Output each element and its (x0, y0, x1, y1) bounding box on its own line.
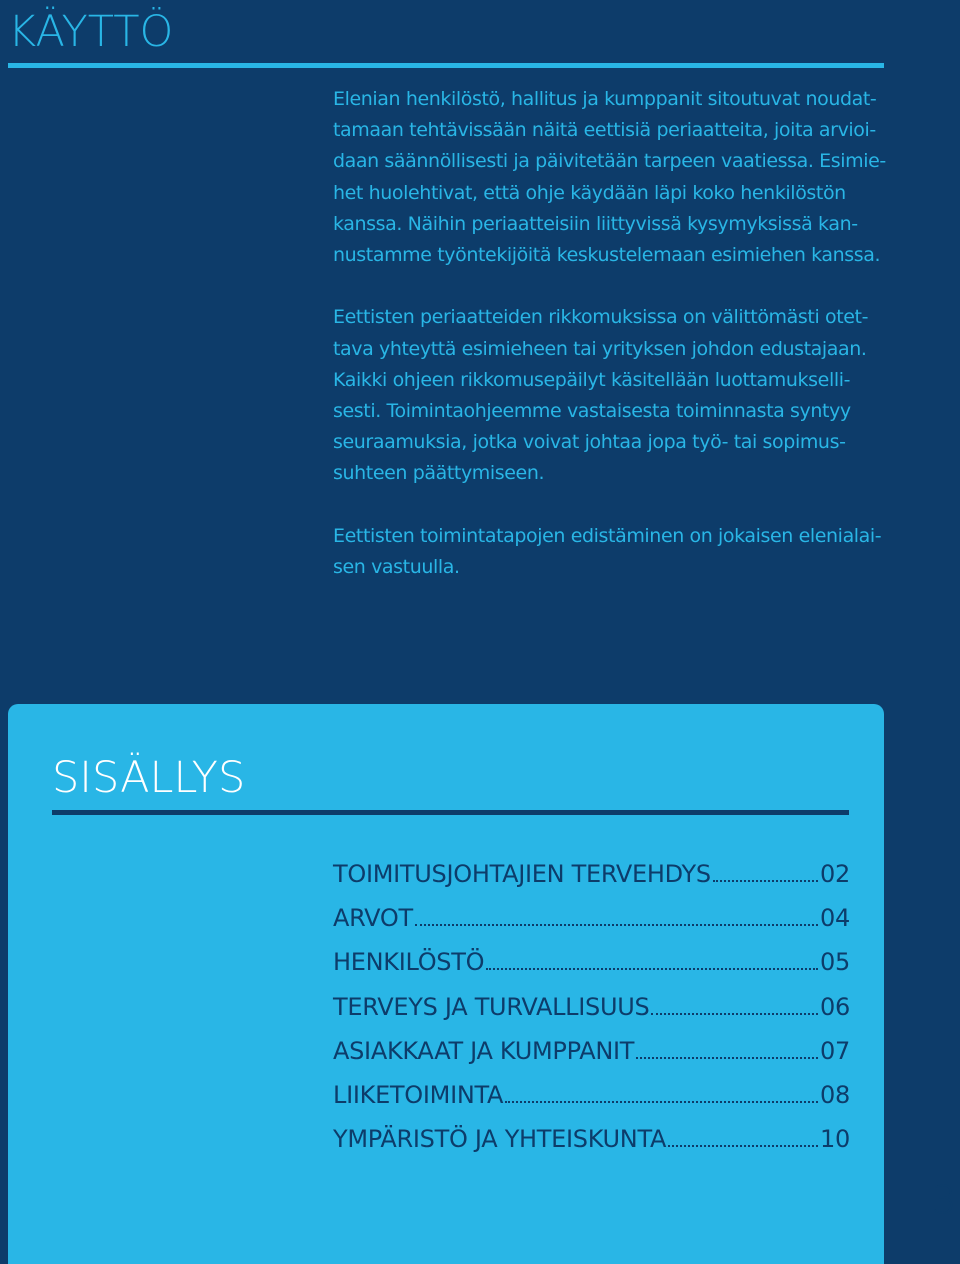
toc-dot-leader (505, 1101, 818, 1103)
toc-dot-leader (713, 880, 818, 882)
toc-entry-page: 08 (820, 1080, 850, 1109)
table-of-contents (8, 704, 884, 1264)
toc-entry-label: TOIMITUSJOHTAJIEN TERVEHDYS (333, 860, 711, 888)
toc-entry-toimitusjohtajien-tervehdys[interactable] (333, 852, 850, 896)
toc-entry-ymparisto-ja-yhteiskunta[interactable] (333, 1117, 850, 1161)
toc-entry-label: TERVEYS JA TURVALLISUUS (333, 992, 650, 1021)
toc-dot-leader (668, 1145, 818, 1147)
toc-entry-label: YMPÄRISTÖ JA YHTEISKUNTA (333, 1125, 667, 1154)
toc-entry-page: 05 (820, 948, 850, 977)
toc-entry-label: HENKILÖSTÖ (333, 948, 485, 977)
paragraph-responsibility: Eettisten toimintatapojen edistäminen on jokaisen elenialai- sen vastuulla. (333, 524, 882, 579)
toc-entry-henkilosto[interactable] (333, 940, 850, 984)
toc-dot-leader (651, 1013, 818, 1015)
toc-entry-label: LIIKETOIMINTA (333, 1080, 504, 1109)
toc-dot-leader (415, 924, 818, 926)
toc-divider (52, 810, 849, 815)
body-text (333, 84, 893, 614)
toc-entry-asiakkaat-ja-kumppanit[interactable] (333, 1029, 850, 1073)
page-title: KÄYTTÖ (8, 7, 174, 57)
toc-entry-liiketoiminta[interactable] (333, 1073, 850, 1117)
paragraph-violations: Eettisten periaatteiden rikkomuksissa on välittömästi otet- tava yhteyttä esimieheen tai yrityksen johdon edustajaan. Kaikki ohjeen rikkomusepäilyt käsitellään luottamukselli- sesti. Toimintaohjeemme vastaisesta toiminnasta syntyy seuraamuksia, jotka voivat johtaa jopa työ- tai sopimus- suhteen päättymiseen. (333, 306, 869, 485)
paragraph-commitment: Elenian henkilöstö, hallitus ja kumppanit sitoutuvat noudat- tamaan tehtävissään näitä eettisiä periaatteita, joita arvioi- daan säännöllisesti ja päivitetään tarpeen vaatiessa. Esimie- het huolehtivat, että ohje käydään läpi koko henkilöstön kanssa. Näihin periaatteisiin liittyvissä kysymyksissä kan- nustamme työntekijöitä keskustelemaan esimiehen kanssa. (333, 88, 886, 267)
toc-entry-page: 02 (820, 860, 850, 888)
toc-dot-leader (636, 1057, 818, 1059)
toc-entry-terveys-ja-turvallisuus[interactable] (333, 985, 850, 1029)
toc-entry-label: ASIAKKAAT JA KUMPPANIT (333, 1036, 635, 1065)
toc-list (333, 852, 850, 1161)
toc-dot-leader (486, 968, 818, 970)
toc-title: SISÄLLYS (52, 753, 246, 803)
toc-entry-page: 10 (820, 1125, 850, 1154)
toc-entry-page: 04 (820, 904, 850, 933)
toc-entry-arvot[interactable] (333, 896, 850, 940)
page-number: 3 (932, 1178, 957, 1222)
title-divider (8, 63, 884, 68)
toc-entry-page: 06 (820, 992, 850, 1021)
toc-entry-page: 07 (820, 1036, 850, 1065)
toc-entry-label: ARVOT (333, 904, 413, 933)
